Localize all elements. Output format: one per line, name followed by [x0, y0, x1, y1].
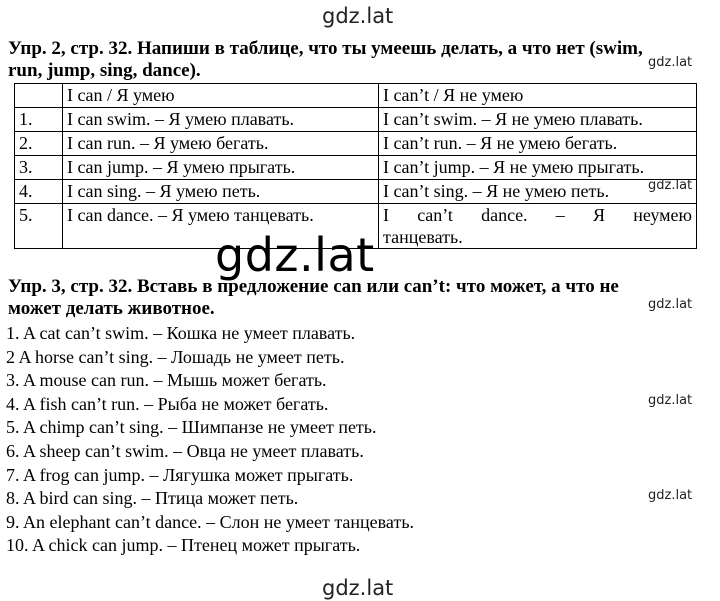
row-cant-line1	[383, 204, 692, 226]
answer-line: 3. A mouse can run. – Мышь может бегать.	[6, 370, 327, 391]
can-cant-table	[14, 83, 697, 249]
cant-word: неумею	[633, 205, 692, 225]
exercise3-heading-line1: Упр. 3, стр. 32. Вставь в предложение can или can’t: что может, а что не	[8, 276, 619, 297]
cant-word: –	[555, 205, 565, 225]
row-number: 3.	[15, 156, 63, 180]
answer-line: 4. A fish can’t run. – Рыба не может бегать.	[6, 393, 329, 414]
cant-word: dance.	[481, 205, 528, 225]
row-cant-cell: I can’t jump. – Я не умею прыгать.	[379, 156, 697, 180]
exercise3-heading-line2: может делать животное.	[8, 298, 215, 319]
exercise2-heading-line2: run, jump, sing, dance).	[8, 60, 201, 81]
row-can-cell: I can run. – Я умею бегать.	[63, 132, 379, 156]
table-header-num	[15, 84, 63, 108]
table-header-can: I can / Я умею	[63, 84, 379, 108]
row-number: 5.	[15, 204, 63, 249]
answer-line: 9. An elephant can’t dance. – Слон не умеет танцевать.	[6, 511, 415, 532]
cant-word: I	[383, 205, 389, 225]
answer-line: 8. A bird can sing. – Птица может петь.	[6, 488, 299, 509]
row-cant-cell: I can’t sing. – Я не умею петь.	[379, 180, 697, 204]
answer-line: 6. A sheep can’t swim. – Овца не умеет плавать.	[6, 440, 364, 461]
cant-word: can’t	[417, 205, 453, 225]
row-can-cell: I can jump. – Я умею прыгать.	[63, 156, 379, 180]
table-header-cant: I can’t / Я не умею	[379, 84, 697, 108]
row-cant-cell: I can’t run. – Я не умею бегать.	[379, 132, 697, 156]
watermark-small-4: gdz.lat	[648, 393, 693, 408]
row-cant-cell	[379, 204, 697, 249]
answer-line: 10. A chick can jump. – Птенец может прыгать.	[6, 535, 361, 556]
exercise2-heading-line1: Упр. 2, стр. 32. Напиши в таблице, что ты умеешь делать, а что нет (swim,	[8, 38, 643, 59]
row-can-cell: I can swim. – Я умею плавать.	[63, 108, 379, 132]
row-cant-line2: танцевать.	[383, 227, 463, 247]
exercise3-answer-list	[6, 322, 414, 558]
watermark-big: gdz.lat	[215, 228, 375, 282]
watermark-small-1: gdz.lat	[648, 55, 693, 70]
row-number: 4.	[15, 180, 63, 204]
table-row	[15, 180, 697, 204]
watermark-small-3: gdz.lat	[648, 297, 693, 312]
watermark-bottom: gdz.lat	[322, 576, 394, 600]
table-row	[15, 132, 697, 156]
table-row	[15, 108, 697, 132]
cant-word: Я	[593, 205, 606, 225]
row-can-cell: I can sing. – Я умею петь.	[63, 180, 379, 204]
row-number: 2.	[15, 132, 63, 156]
row-can-cell: I can dance. – Я умею танцевать.	[63, 204, 379, 249]
row-cant-cell: I can’t swim. – Я не умею плавать.	[379, 108, 697, 132]
answer-line: 2 A horse can’t sing. – Лошадь не умеет петь.	[6, 346, 345, 367]
table-header-row	[15, 84, 697, 108]
table-row	[15, 156, 697, 180]
row-number: 1.	[15, 108, 63, 132]
answer-line: 1. A cat can’t swim. – Кошка не умеет плавать.	[6, 323, 356, 343]
watermark-small-5: gdz.lat	[648, 488, 693, 503]
answer-line: 7. A frog can jump. – Лягушка может прыгать.	[6, 464, 354, 485]
watermark-small-2: gdz.lat	[648, 178, 693, 193]
answer-line: 5. A chimp can’t sing. – Шимпанзе не умеет петь.	[6, 417, 377, 438]
watermark-top: gdz.lat	[322, 4, 394, 28]
